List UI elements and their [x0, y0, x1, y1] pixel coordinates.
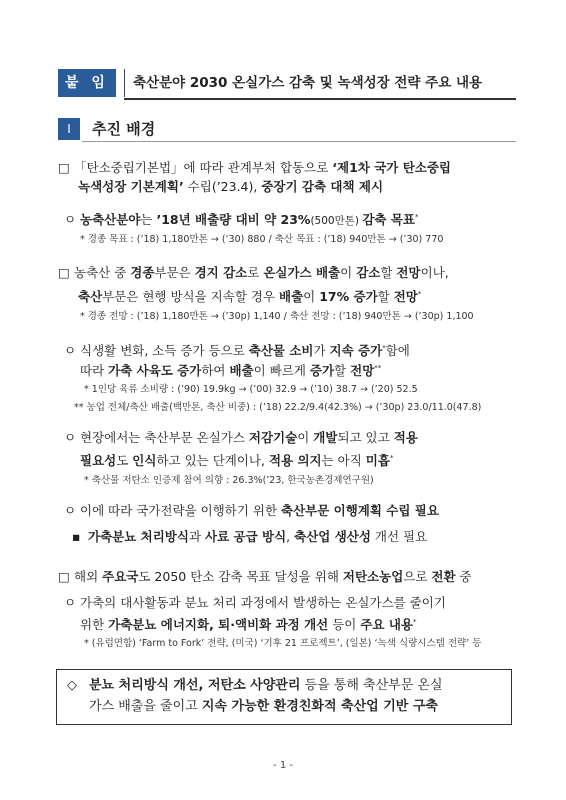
paragraph-1-line-1: □ 「탄소중립기본법」에 따라 관계부처 합동으로 ‘제1차 국가 탄소중립 [58, 160, 451, 175]
paragraph-3-sub-1-line-2: 위한 가축분뇨 에너지화, 퇴·액비화 과정 개선 등이 주요 내용* [80, 617, 417, 633]
section-title: 추진 배경 [92, 120, 156, 138]
document-header [58, 69, 516, 97]
square-bullet: □ [58, 160, 70, 175]
summary-box [56, 669, 512, 725]
diamond-bullet: ◇ [67, 678, 77, 693]
paragraph-1-sub-1: ㅇ 농축산분야는 ’18년 배출량 대비 약 23%(500만톤) 감축 목표* [64, 212, 419, 228]
paragraph-1-note: * 경종 목표 : (’18) 1,180만톤 → (’30) 880 / 축산 목표 : (’18) 940만톤 → (’30) 770 [80, 234, 444, 245]
page-number: - 1 - [273, 760, 293, 771]
paragraph-2-sub-2-note: * 축산물 저탄소 인증제 참여 의향 : 26.3%(’23, 한국농촌경제연구원) [84, 475, 374, 486]
paragraph-2-sub-1-line-2: 따라 가축 사육도 증가하여 배출이 빠르게 증가할 전망** [80, 363, 382, 379]
circle-bullet: ㅇ [64, 343, 77, 359]
summary-line-1: ◇ 분뇨 처리방식 개선, 저탄소 사양관리 등을 통해 축산부문 온실 [67, 678, 443, 693]
paragraph-2-sub-1-line-1: ㅇ 식생활 변화, 소득 증가 등으로 축산물 소비가 지속 증가*함에 [64, 343, 410, 359]
section-number: Ⅰ [58, 118, 80, 140]
paragraph-2-sub-3: ㅇ 이에 따라 국가전략을 이행하기 위한 축산부문 이행계획 수립 필요 [64, 503, 439, 518]
paragraph-2-sub-1-note-1: * 1인당 육류 소비량 : (’90) 19.9kg → (’00) 32.9 → (’10) 38.7 → (’20) 52.5 [84, 384, 418, 395]
header-underline [124, 98, 516, 100]
dot-bullet: ▪ [72, 529, 81, 544]
paragraph-2-line-2: 축산부문은 현행 방식을 지속할 경우 배출이 17% 증가할 전망* [78, 289, 422, 305]
circle-bullet: ㅇ [64, 503, 77, 518]
summary-line-2: 가스 배출을 줄이고 지속 가능한 환경친화적 축산업 기반 구축 [89, 699, 438, 714]
document-title: 축산분야 2030 온실가스 감축 및 녹색성장 전략 주요 내용 [124, 69, 516, 97]
circle-bullet: ㅇ [64, 212, 77, 228]
section-underline [82, 141, 516, 142]
paragraph-1-line-2: 녹색성장 기본계획’ 수립(’23.4), 중장기 감축 대책 제시 [78, 179, 384, 194]
circle-bullet: ㅇ [64, 430, 77, 445]
paragraph-2-note: * 경종 전망 : (’18) 1,180만톤 → (’30p) 1,140 / 축산 전망 : (’18) 940만톤 → (’30p) 1,100 [80, 311, 474, 322]
appendix-badge: 붙 임 [58, 69, 116, 97]
square-bullet: □ [58, 265, 70, 280]
paragraph-2-line-1: □ 농축산 중 경종부문은 경지 감소로 온실가스 배출이 감소할 전망이나, [58, 265, 449, 280]
paragraph-2-sub-1-note-2: ** 농업 전체/축산 배출(백만톤, 축산 비중) : (’18) 22.2/9.4(42.3%) → (’30p) 23.0/11.0(47.8) [74, 402, 482, 413]
paragraph-2-sub-2-line-2: 필요성도 인식하고 있는 단계이나, 적용 의지는 아직 미흡* [80, 453, 394, 469]
square-bullet: □ [58, 569, 70, 584]
section-heading [58, 118, 516, 142]
paragraph-2-sub-3-dash: ▪ 가축분뇨 처리방식과 사료 공급 방식, 축산업 생산성 개선 필요 [72, 529, 428, 544]
circle-bullet: ㅇ [64, 595, 77, 610]
paragraph-3: □ 해외 주요국도 2050 탄소 감축 목표 달성을 위해 저탄소농업으로 전환 중 [58, 569, 472, 584]
paragraph-3-sub-1-line-1: ㅇ 가축의 대사활동과 분뇨 처리 과정에서 발생하는 온실가스를 줄이기 [64, 595, 446, 610]
paragraph-2-sub-2-line-1: ㅇ 현장에서는 축산부문 온실가스 저감기술이 개발되고 있고 적용 [64, 430, 418, 445]
paragraph-3-note: * (유럽연합) ‘Farm to Fork’ 전략, (미국) ‘기후 21 프로젝트’, (일본) ‘녹색 식량시스템 전략’ 등 [84, 638, 482, 649]
